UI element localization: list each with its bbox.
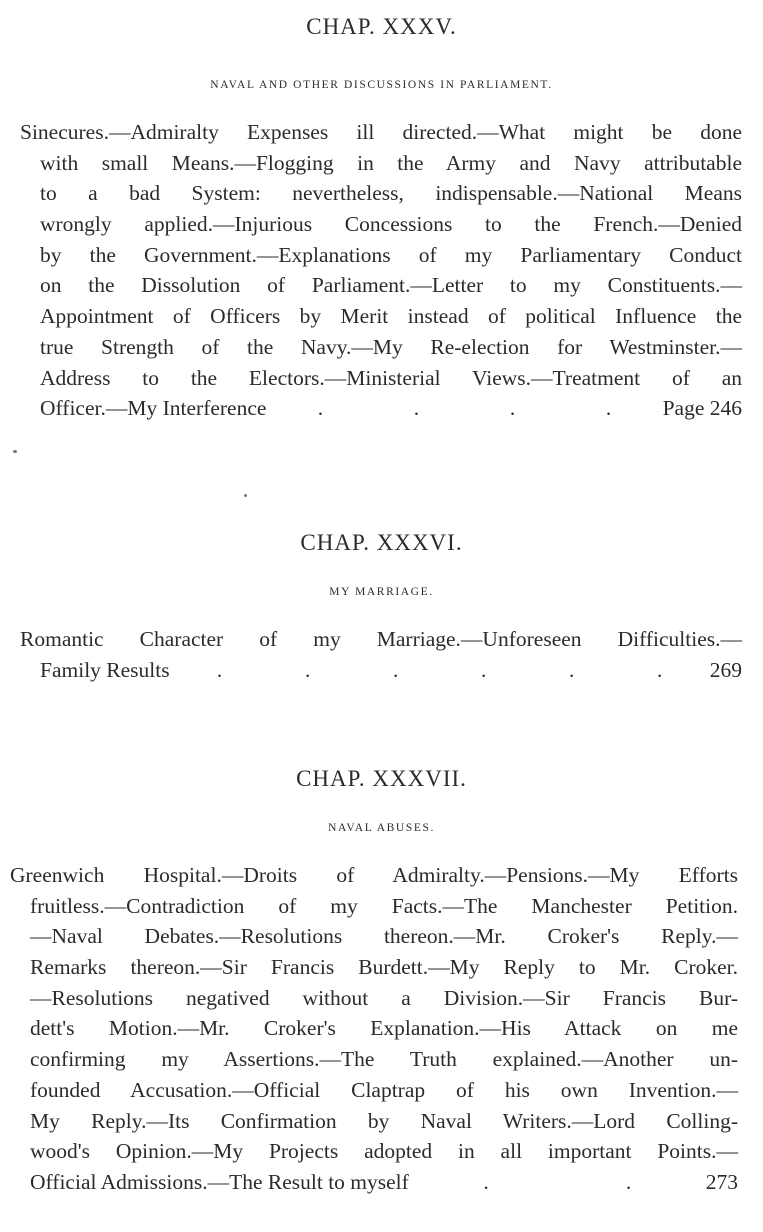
page-number: Page 246 xyxy=(662,396,742,421)
summary-line: on the Dissolution of Parliament.—Letter to my Constituents.— xyxy=(40,273,742,298)
leader-dot: . xyxy=(509,396,516,421)
summary-line: Address to the Electors.—Ministerial Views.—Treatment of an xyxy=(40,365,742,390)
chapter-summary xyxy=(20,117,742,424)
leader-dots xyxy=(266,393,662,424)
leader-dot: . xyxy=(480,657,487,682)
leader-dot: . xyxy=(483,1169,489,1194)
summary-line: to a bad System: nevertheless, indispensable.—National Means xyxy=(40,181,742,206)
leader-dot: . xyxy=(392,657,399,682)
leader-dot: . xyxy=(568,657,575,682)
summary-line: Appointment of Officers by Merit instead of political Influence the xyxy=(40,304,742,329)
chapter-subtitle: NAVAL ABUSES. xyxy=(328,822,435,834)
leader-dots xyxy=(409,1167,706,1198)
leader-dot: . xyxy=(413,396,420,421)
chapter-title: CHAP. XXXVII. xyxy=(296,766,467,791)
leader-dots xyxy=(170,655,710,686)
summary-line: Greenwich Hospital.—Droits of Admiralty.—Pensions.—My Efforts xyxy=(10,863,738,887)
summary-line: founded Accusation.—Official Claptrap of his own Invention.— xyxy=(30,1077,738,1102)
leader-dot: . xyxy=(625,1169,632,1194)
leader-dot: . xyxy=(605,396,612,421)
summary-line: Romantic Character of my Marriage.—Unforeseen Difficulties.— xyxy=(20,627,742,651)
chapter-title: CHAP. XXXV. xyxy=(306,14,457,39)
summary-last-line xyxy=(10,1167,738,1198)
summary-line: fruitless.—Contradiction of my Facts.—The Manchester Petition. xyxy=(30,893,738,918)
chapter-subtitle: MY MARRIAGE. xyxy=(329,586,434,598)
summary-last-line xyxy=(20,655,742,686)
summary-line: with small Means.—Flogging in the Army and Navy attributable xyxy=(40,150,742,175)
chapter-summary xyxy=(10,860,738,1198)
summary-line: true Strength of the Navy.—My Re-election for Westminster.— xyxy=(40,334,742,359)
summary-line-end: Family Results xyxy=(40,657,170,682)
summary-line: —Naval Debates.—Resolutions thereon.—Mr. Croker's Reply.— xyxy=(30,924,738,949)
summary-line: My Reply.—Its Confirmation by Naval Writers.—Lord Colling- xyxy=(30,1108,738,1133)
print-speck xyxy=(13,450,17,453)
summary-line: wood's Opinion.—My Projects adopted in all important Points.— xyxy=(30,1139,738,1164)
summary-line-end: Officer.—My Interference xyxy=(40,396,267,421)
chapter-title: CHAP. XXXVI. xyxy=(300,530,463,555)
chapter-subtitle: NAVAL AND OTHER DISCUSSIONS IN PARLIAMENT. xyxy=(210,79,553,91)
summary-last-line xyxy=(20,393,742,424)
summary-line: dett's Motion.—Mr. Croker's Explanation.—His Attack on me xyxy=(30,1016,738,1041)
chapter-summary xyxy=(20,624,742,685)
summary-line: Sinecures.—Admiralty Expenses ill directed.—What might be done xyxy=(20,120,742,144)
leader-dot: . xyxy=(657,657,663,682)
summary-line-end: Official Admissions.—The Result to myself xyxy=(30,1169,409,1194)
leader-dot: . xyxy=(304,657,311,682)
summary-line: wrongly applied.—Injurious Concessions to the French.—Denied xyxy=(40,212,742,237)
page-number: 273 xyxy=(705,1169,738,1194)
leader-dot: . xyxy=(216,657,223,682)
summary-line: —Resolutions negatived without a Division.—Sir Francis Bur- xyxy=(30,985,738,1010)
summary-line: Remarks thereon.—Sir Francis Burdett.—My Reply to Mr. Croker. xyxy=(30,955,738,980)
summary-line: by the Government.—Explanations of my Parliamentary Conduct xyxy=(40,242,742,267)
print-speck xyxy=(244,494,247,497)
page-number: 269 xyxy=(709,657,742,682)
leader-dot: . xyxy=(317,396,324,421)
summary-line: confirming my Assertions.—The Truth explained.—Another un- xyxy=(30,1047,738,1072)
